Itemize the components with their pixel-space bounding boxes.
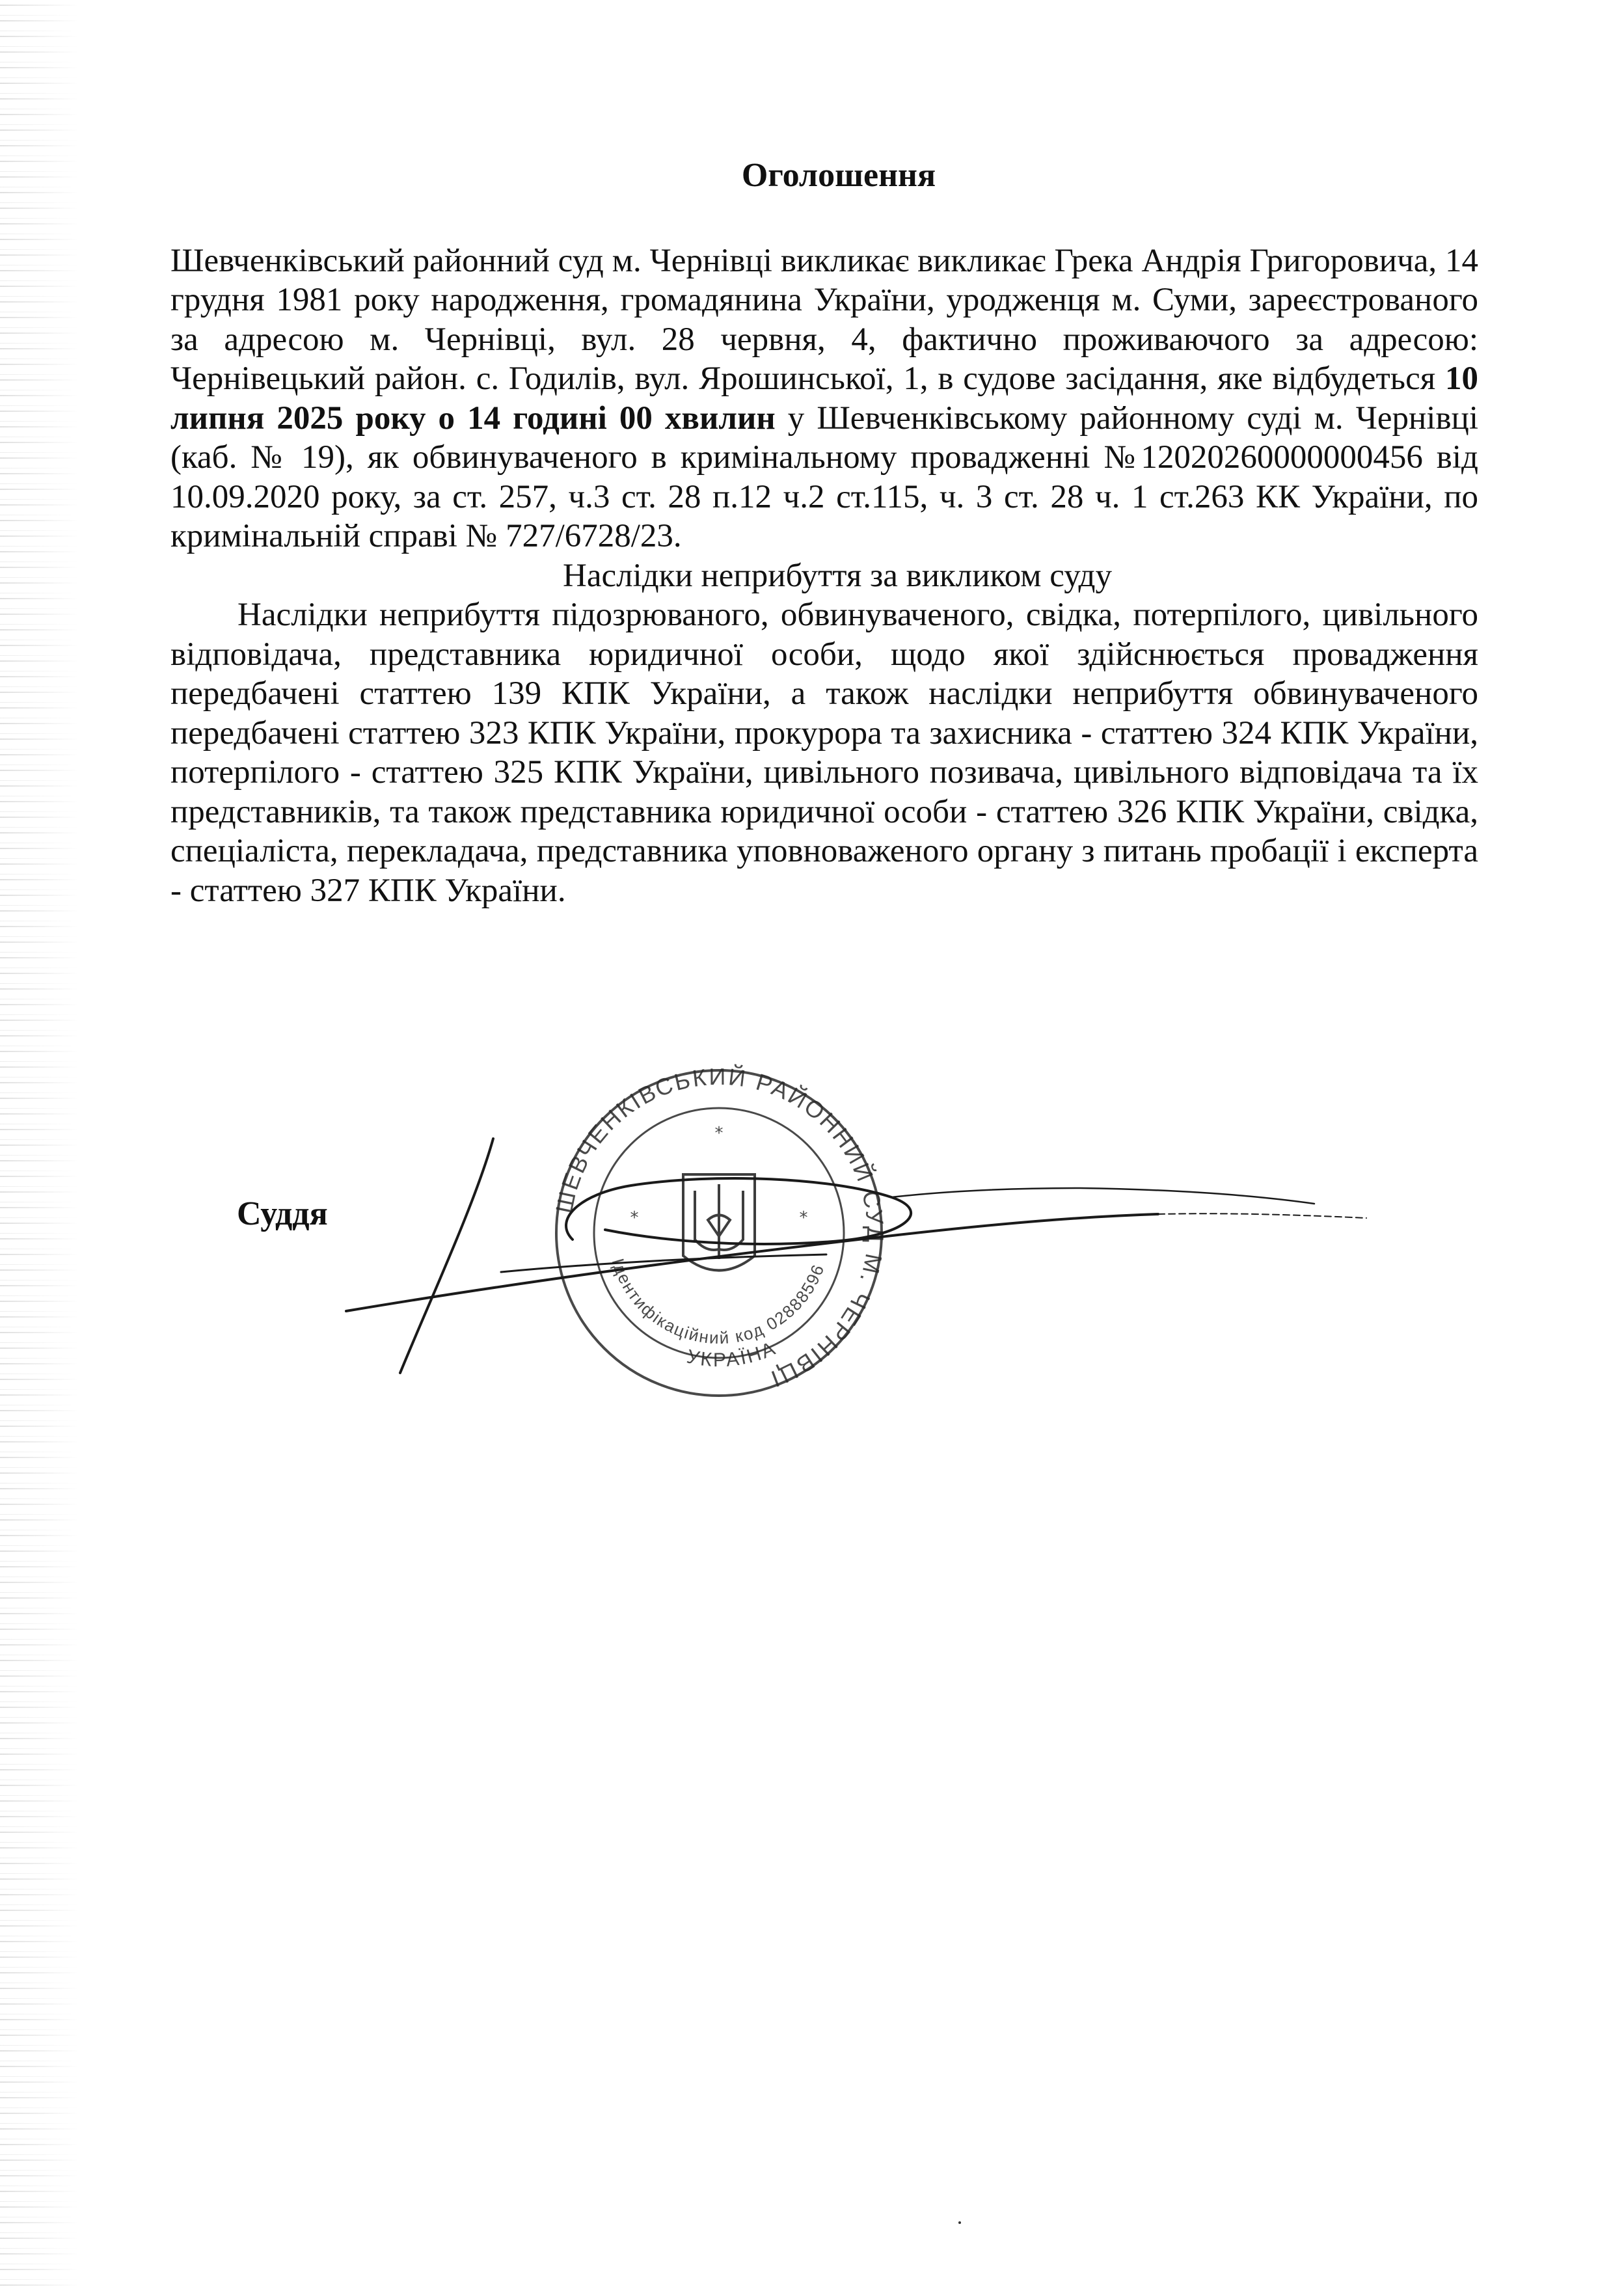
svg-text:*: * [799, 1208, 808, 1228]
summons-text-part2: у Шевченківському районному суді м. Чернівці (каб. № 19), як обвинуваченого в кримінальному провадженні №12020260000000456 від 10.09.2020 року, за ст. 257, ч.3 ст. 28 п.12 ч.2 ст.115, ч. 3 ст. 28 ч. 1 ст.263 КК України, по кримінальній справі № 727/6728/23. [170, 400, 1478, 554]
stamp-bottom-text: УКРАЇНА [684, 1337, 780, 1372]
scan-speck [958, 2221, 961, 2224]
stamp-inner-text: Ідентифікаційний код 02888596 [608, 1256, 828, 1348]
summons-paragraph [170, 241, 1478, 556]
stamp-outer-text: ШЕВЧЕНКІВСЬКИЙ РАЙОННИЙ СУД М. ЧЕРНІВЦІ [550, 1063, 889, 1394]
hearing-date-time: 10 липня 2025 року о 14 годині 00 хвилин [170, 360, 1478, 437]
document-title: Оголошення [741, 157, 936, 194]
document-body [170, 156, 1478, 910]
svg-text:*: * [630, 1208, 639, 1228]
summons-text-part1: Шевченківський районний суд м. Чернівці викликає викликає Грека Андрія Григоровича, 14 грудня 1981 року народження, громадянина України, уродженця м. Суми, зареєстрованого за адресою м. Чернівці, вул. 28 червня, 4, фактично проживаючого за адресою: Чернівецький район. с. Годилів, вул. Ярошинської, 1, в судове засідання, яке відбудеться [170, 242, 1478, 397]
consequences-heading: Наслідки неприбуття за викликом суду [563, 557, 1112, 594]
consequences-paragraph: Наслідки неприбуття підозрюваного, обвинуваченого, свідка, потерпілого, цивільного відповідача, представника юридичної особи, щодо якої здійснюється провадження передбачені статтею 139 КПК України, а також наслідки неприбуття обвинуваченого передбачені статтею 323 КПК України, прокурора та захисника - статтею 324 КПК України, потерпілого - статтею 325 КПК України, цивільного позивача, цивільного відповідача та їх представників, та також представника юридичної особи - статтею 326 КПК України, свідка, спеціаліста, перекладача, представника уповноваженого органу з питань пробації і експерта - статтею 327 КПК України. [170, 597, 1478, 909]
judge-signature [325, 1067, 1379, 1431]
svg-text:*: * [714, 1124, 724, 1143]
judge-signature-label: Суддя [237, 1195, 328, 1232]
scan-edge-noise [0, 0, 78, 2289]
